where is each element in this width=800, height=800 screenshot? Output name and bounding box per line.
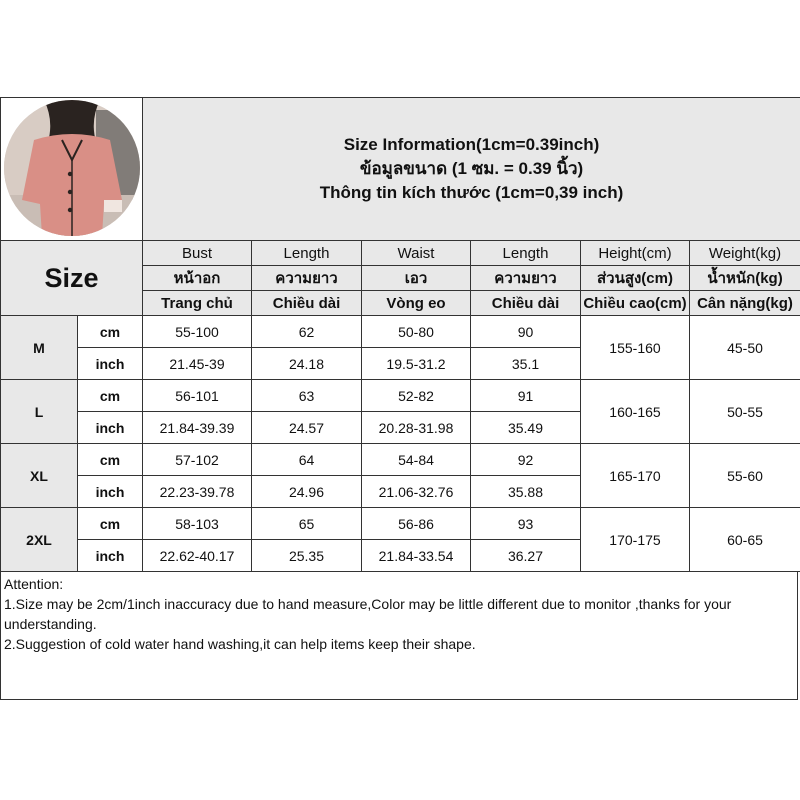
height-value: 170-175 [581,508,690,572]
length2-cm: 92 [471,444,581,476]
size-header: Size [1,241,143,316]
unit-cm: cm [78,508,143,540]
col-length-vi: Chiều dài [252,291,362,316]
height-value: 160-165 [581,380,690,444]
col-bust-th: หน้าอก [143,266,252,291]
bust-cm: 56-101 [143,380,252,412]
waist-cm: 56-86 [362,508,471,540]
length2-cm: 90 [471,316,581,348]
bust-cm: 57-102 [143,444,252,476]
unit-cm: cm [78,316,143,348]
unit-inch: inch [78,412,143,444]
height-value: 165-170 [581,444,690,508]
length2-inch: 35.49 [471,412,581,444]
title-thai: ข้อมูลขนาด (1 ซม. = 0.39 นิ้ว) [359,159,584,178]
row-size-label: XL [1,444,78,508]
unit-cm: cm [78,444,143,476]
length2-cm: 91 [471,380,581,412]
col-height-en: Height(cm) [581,241,690,266]
title-vietnamese: Thông tin kích thước (1cm=0,39 inch) [319,183,624,202]
table-row [1,380,800,412]
size-chart [0,97,800,572]
length-cm: 62 [252,316,362,348]
col-length-th: ความยาว [252,266,362,291]
col-length2-th: ความยาว [471,266,581,291]
attention-heading: Attention: [4,576,64,592]
title-banner [143,98,800,241]
attention-note-2: 2.Suggestion of cold water hand washing,it can help items keep their shape. [4,636,476,652]
length-cm: 63 [252,380,362,412]
attention-notes [0,571,798,700]
bust-cm: 55-100 [143,316,252,348]
length-cm: 64 [252,444,362,476]
col-weight-th: น้ำหนัก(kg) [690,266,800,291]
col-weight-vi: Cân nặng(kg) [690,291,800,316]
waist-inch: 19.5-31.2 [362,348,471,380]
col-height-vi: Chiều cao(cm) [581,291,690,316]
col-length-en: Length [252,241,362,266]
length-inch: 24.57 [252,412,362,444]
col-length2-vi: Chiều dài [471,291,581,316]
weight-value: 55-60 [690,444,800,508]
col-weight-en: Weight(kg) [690,241,800,266]
length2-cm: 93 [471,508,581,540]
table-row [1,444,800,476]
waist-inch: 21.06-32.76 [362,476,471,508]
product-photo-cell [1,98,143,241]
col-bust-en: Bust [143,241,252,266]
col-waist-th: เอว [362,266,471,291]
unit-inch: inch [78,348,143,380]
waist-cm: 54-84 [362,444,471,476]
length2-inch: 35.88 [471,476,581,508]
waist-cm: 50-80 [362,316,471,348]
col-waist-vi: Vòng eo [362,291,471,316]
bust-inch: 21.84-39.39 [143,412,252,444]
bust-inch: 22.62-40.17 [143,540,252,572]
weight-value: 60-65 [690,508,800,572]
weight-value: 50-55 [690,380,800,444]
product-photo [4,100,140,236]
attention-note-1: 1.Size may be 2cm/1inch inaccuracy due to hand measure,Color may be little different due to monitor ,thanks for your understanding. [4,596,732,632]
length-inch: 24.96 [252,476,362,508]
row-size-label: L [1,380,78,444]
title-english: Size Information(1cm=0.39inch) [343,135,600,154]
length-cm: 65 [252,508,362,540]
size-table [0,97,800,572]
row-size-label: M [1,316,78,380]
col-bust-vi: Trang chủ [143,291,252,316]
bust-inch: 22.23-39.78 [143,476,252,508]
bust-inch: 21.45-39 [143,348,252,380]
height-value: 155-160 [581,316,690,380]
col-length2-en: Length [471,241,581,266]
unit-inch: inch [78,540,143,572]
col-height-th: ส่วนสูง(cm) [581,266,690,291]
table-row [1,508,800,540]
length-inch: 24.18 [252,348,362,380]
bust-cm: 58-103 [143,508,252,540]
length2-inch: 36.27 [471,540,581,572]
col-waist-en: Waist [362,241,471,266]
unit-inch: inch [78,476,143,508]
row-size-label: 2XL [1,508,78,572]
table-row [1,316,800,348]
waist-cm: 52-82 [362,380,471,412]
weight-value: 45-50 [690,316,800,380]
waist-inch: 21.84-33.54 [362,540,471,572]
length-inch: 25.35 [252,540,362,572]
waist-inch: 20.28-31.98 [362,412,471,444]
unit-cm: cm [78,380,143,412]
length2-inch: 35.1 [471,348,581,380]
